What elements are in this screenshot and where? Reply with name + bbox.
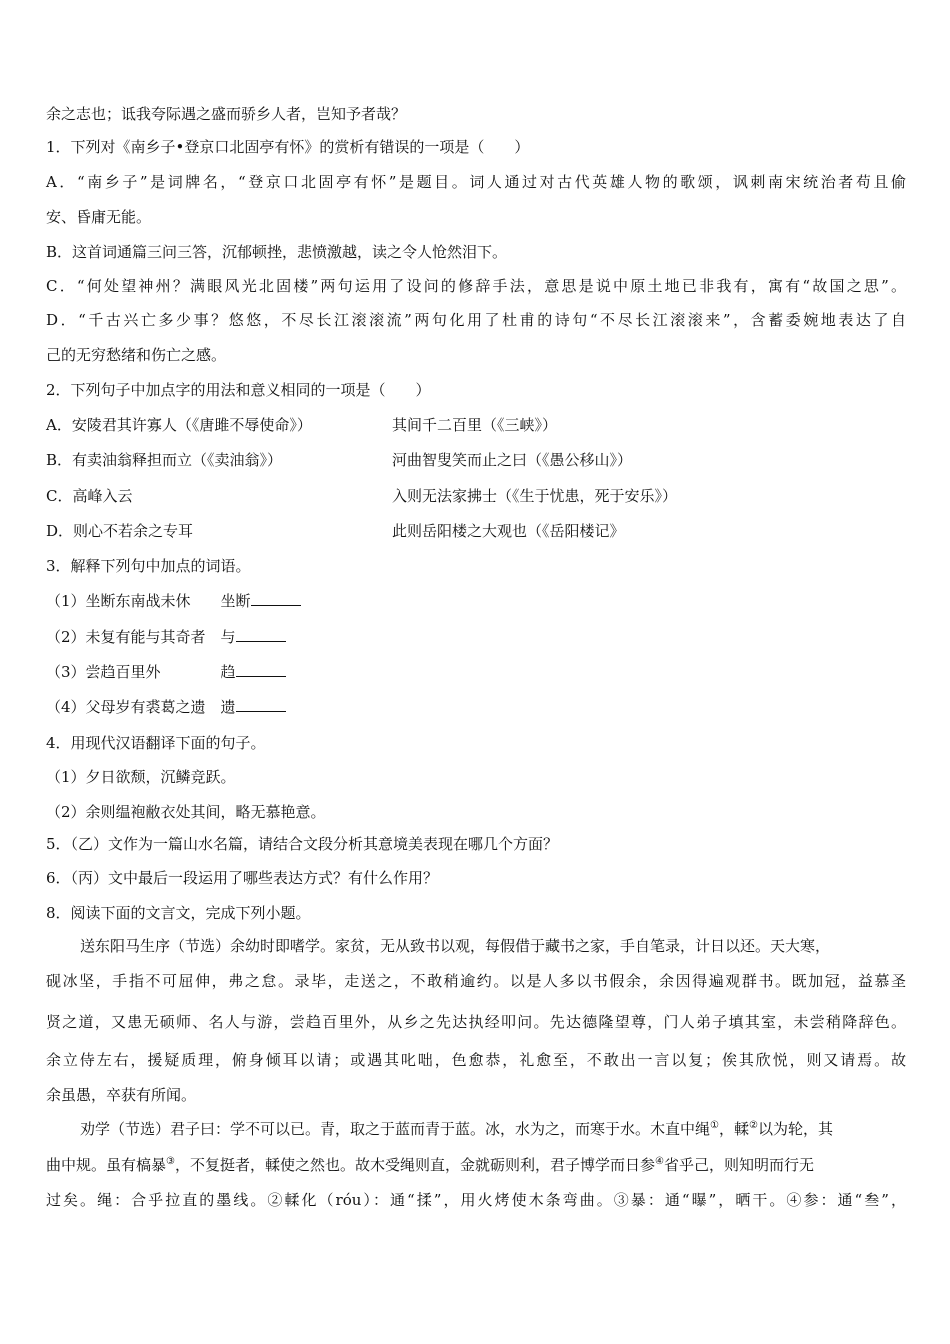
question-1: 1．下列对《南乡子•登京口北固亭有怀》的赏析有错误的一项是（ ） <box>46 138 530 156</box>
question-3-item-3 <box>46 662 286 682</box>
answer-blank[interactable] <box>251 591 301 606</box>
question-5: 5．（乙）文作为一篇山水名篇，请结合文段分析其意境美表现在哪几个方面？ <box>46 835 559 853</box>
question-2-option-c-right: 入则无法家拂士（《生于忧患，死于安乐》） <box>392 487 678 505</box>
question-2-option-b-right: 河曲智叟笑而止之曰（《愚公移山》） <box>392 451 633 469</box>
passage-1-line-1: 送东阳马生序（节选）余幼时即嗜学。家贫，无从致书以观，每假借于藏书之家，手自笔录，计日以还。天大寒， <box>80 937 831 955</box>
passage-ending-line: 余之志也；诋我夸际遇之盛而骄乡人者，岂知予者哉？ <box>46 105 407 123</box>
question-2-option-a-right: 其间千二百里（《三峡》） <box>392 416 558 434</box>
question-2-option-d-right: 此则岳阳楼之大观也（《岳阳楼记》 <box>392 522 625 540</box>
passage-2-line-1 <box>80 1119 833 1139</box>
question-2: 2．下列句子中加点字的用法和意义相同的一项是（ ） <box>46 381 431 399</box>
question-8: 8．阅读下面的文言文，完成下列小题。 <box>46 904 311 922</box>
footnote-marker-4: ④ <box>655 1156 664 1167</box>
question-2-option-a-left: A．安陵君其许寡人（《唐雎不辱使命》） <box>46 416 312 434</box>
passage-2-line-2-part-c: 省乎己，则知明而行无 <box>663 1156 814 1174</box>
question-3: 3．解释下列句中加点的词语。 <box>46 557 251 575</box>
footnote-marker-2: ② <box>749 1120 758 1131</box>
answer-blank[interactable] <box>236 662 286 677</box>
question-3-item-2 <box>46 627 286 647</box>
question-1-option-b: B．这首词通篇三问三答，沉郁顿挫，悲愤激越，读之令人怆然泪下。 <box>46 243 508 261</box>
question-3-item-4-text: （4）父母岁有裘葛之遗 遗 <box>46 698 236 716</box>
passage-1-line-4: 余立侍左右，援疑质理，俯身倾耳以请；或遇其叱咄，色愈恭，礼愈至，不敢出一言以复；俟其欣悦，则又请焉。故 <box>46 1051 906 1069</box>
question-3-item-1 <box>46 591 301 611</box>
question-3-item-1-text: （1）坐断东南战未休 坐断 <box>46 592 251 610</box>
passage-1-line-3: 贤之道，又患无硕师、名人与游，尝趋百里外，从乡之先达执经叩问。先达德隆望尊，门人弟子填其室，未尝稍降辞色。 <box>46 1013 906 1031</box>
question-1-option-c: C．“何处望神州？满眼风光北固楼”两句运用了设问的修辞手法，意思是说中原土地已非我有，寓有“故国之思”。 <box>46 277 906 295</box>
question-1-option-a-line-1: A．“南乡子”是词牌名，“登京口北固亭有怀”是题目。词人通过对古代英雄人物的歌颂，讽刺南宋统治者苟且偷 <box>46 173 906 191</box>
passage-2-line-2-part-a: 曲中规。虽有槁暴 <box>46 1156 167 1174</box>
question-2-option-b-left: B．有卖油翁释担而立（《卖油翁》） <box>46 451 283 469</box>
answer-blank[interactable] <box>236 627 286 642</box>
question-4-item-2: （2）余则缊袍敝衣处其间，略无慕艳意。 <box>46 803 326 821</box>
question-6: 6．（丙）文中最后一段运用了哪些表达方式？有什么作用？ <box>46 869 439 887</box>
question-4-item-1: （1）夕日欲颓，沉鳞竞跃。 <box>46 768 236 786</box>
question-3-item-3-text: （3）尝趋百里外 趋 <box>46 663 236 681</box>
passage-2-line-2-part-b: ，不复挺者，輮使之然也。故木受绳则直，金就砺则利，君子博学而日参 <box>174 1156 655 1174</box>
question-2-option-c-left: C．高峰入云 <box>46 487 133 505</box>
question-2-option-d-left: D．则心不若余之专耳 <box>46 522 194 540</box>
footnote-marker-3: ③ <box>166 1156 175 1167</box>
passage-2-line-1-part-a: 劝学（节选）君子曰：学不可以已。青，取之于蓝而青于蓝。冰，水为之，而寒于水。木直中绳 <box>80 1120 711 1138</box>
question-3-item-4 <box>46 697 286 717</box>
footnote-marker-1: ① <box>710 1120 719 1131</box>
question-4: 4．用现代汉语翻译下面的句子。 <box>46 734 266 752</box>
answer-blank[interactable] <box>236 697 286 712</box>
passage-2-line-2 <box>46 1155 814 1175</box>
passage-2-line-3: 过矣。绳：合乎拉直的墨线。②輮化（róu）：通“揉”，用火烤使木条弯曲。③暴：通“曝”，晒干。④参：通“叁”， <box>46 1191 906 1209</box>
passage-2-line-1-part-b: ，輮 <box>718 1120 749 1138</box>
passage-1-line-2: 砚冰坚，手指不可屈伸，弗之怠。录毕，走送之，不敢稍逾约。以是人多以书假余，余因得遍观群书。既加冠，益慕圣 <box>46 972 906 990</box>
passage-2-line-1-part-c: 以为轮，其 <box>757 1120 833 1138</box>
question-1-option-d-line-1: D．“千古兴亡多少事？悠悠，不尽长江滚滚流”两句化用了杜甫的诗句“不尽长江滚滚来”，含蓄委婉地表达了自 <box>46 311 906 329</box>
question-1-option-a-line-2: 安、昏庸无能。 <box>46 208 152 226</box>
passage-1-line-5: 余虽愚，卒获有所闻。 <box>46 1086 197 1104</box>
question-3-item-2-text: （2）未复有能与其奇者 与 <box>46 628 236 646</box>
question-1-option-d-line-2: 己的无穷愁绪和伤亡之感。 <box>46 346 227 364</box>
